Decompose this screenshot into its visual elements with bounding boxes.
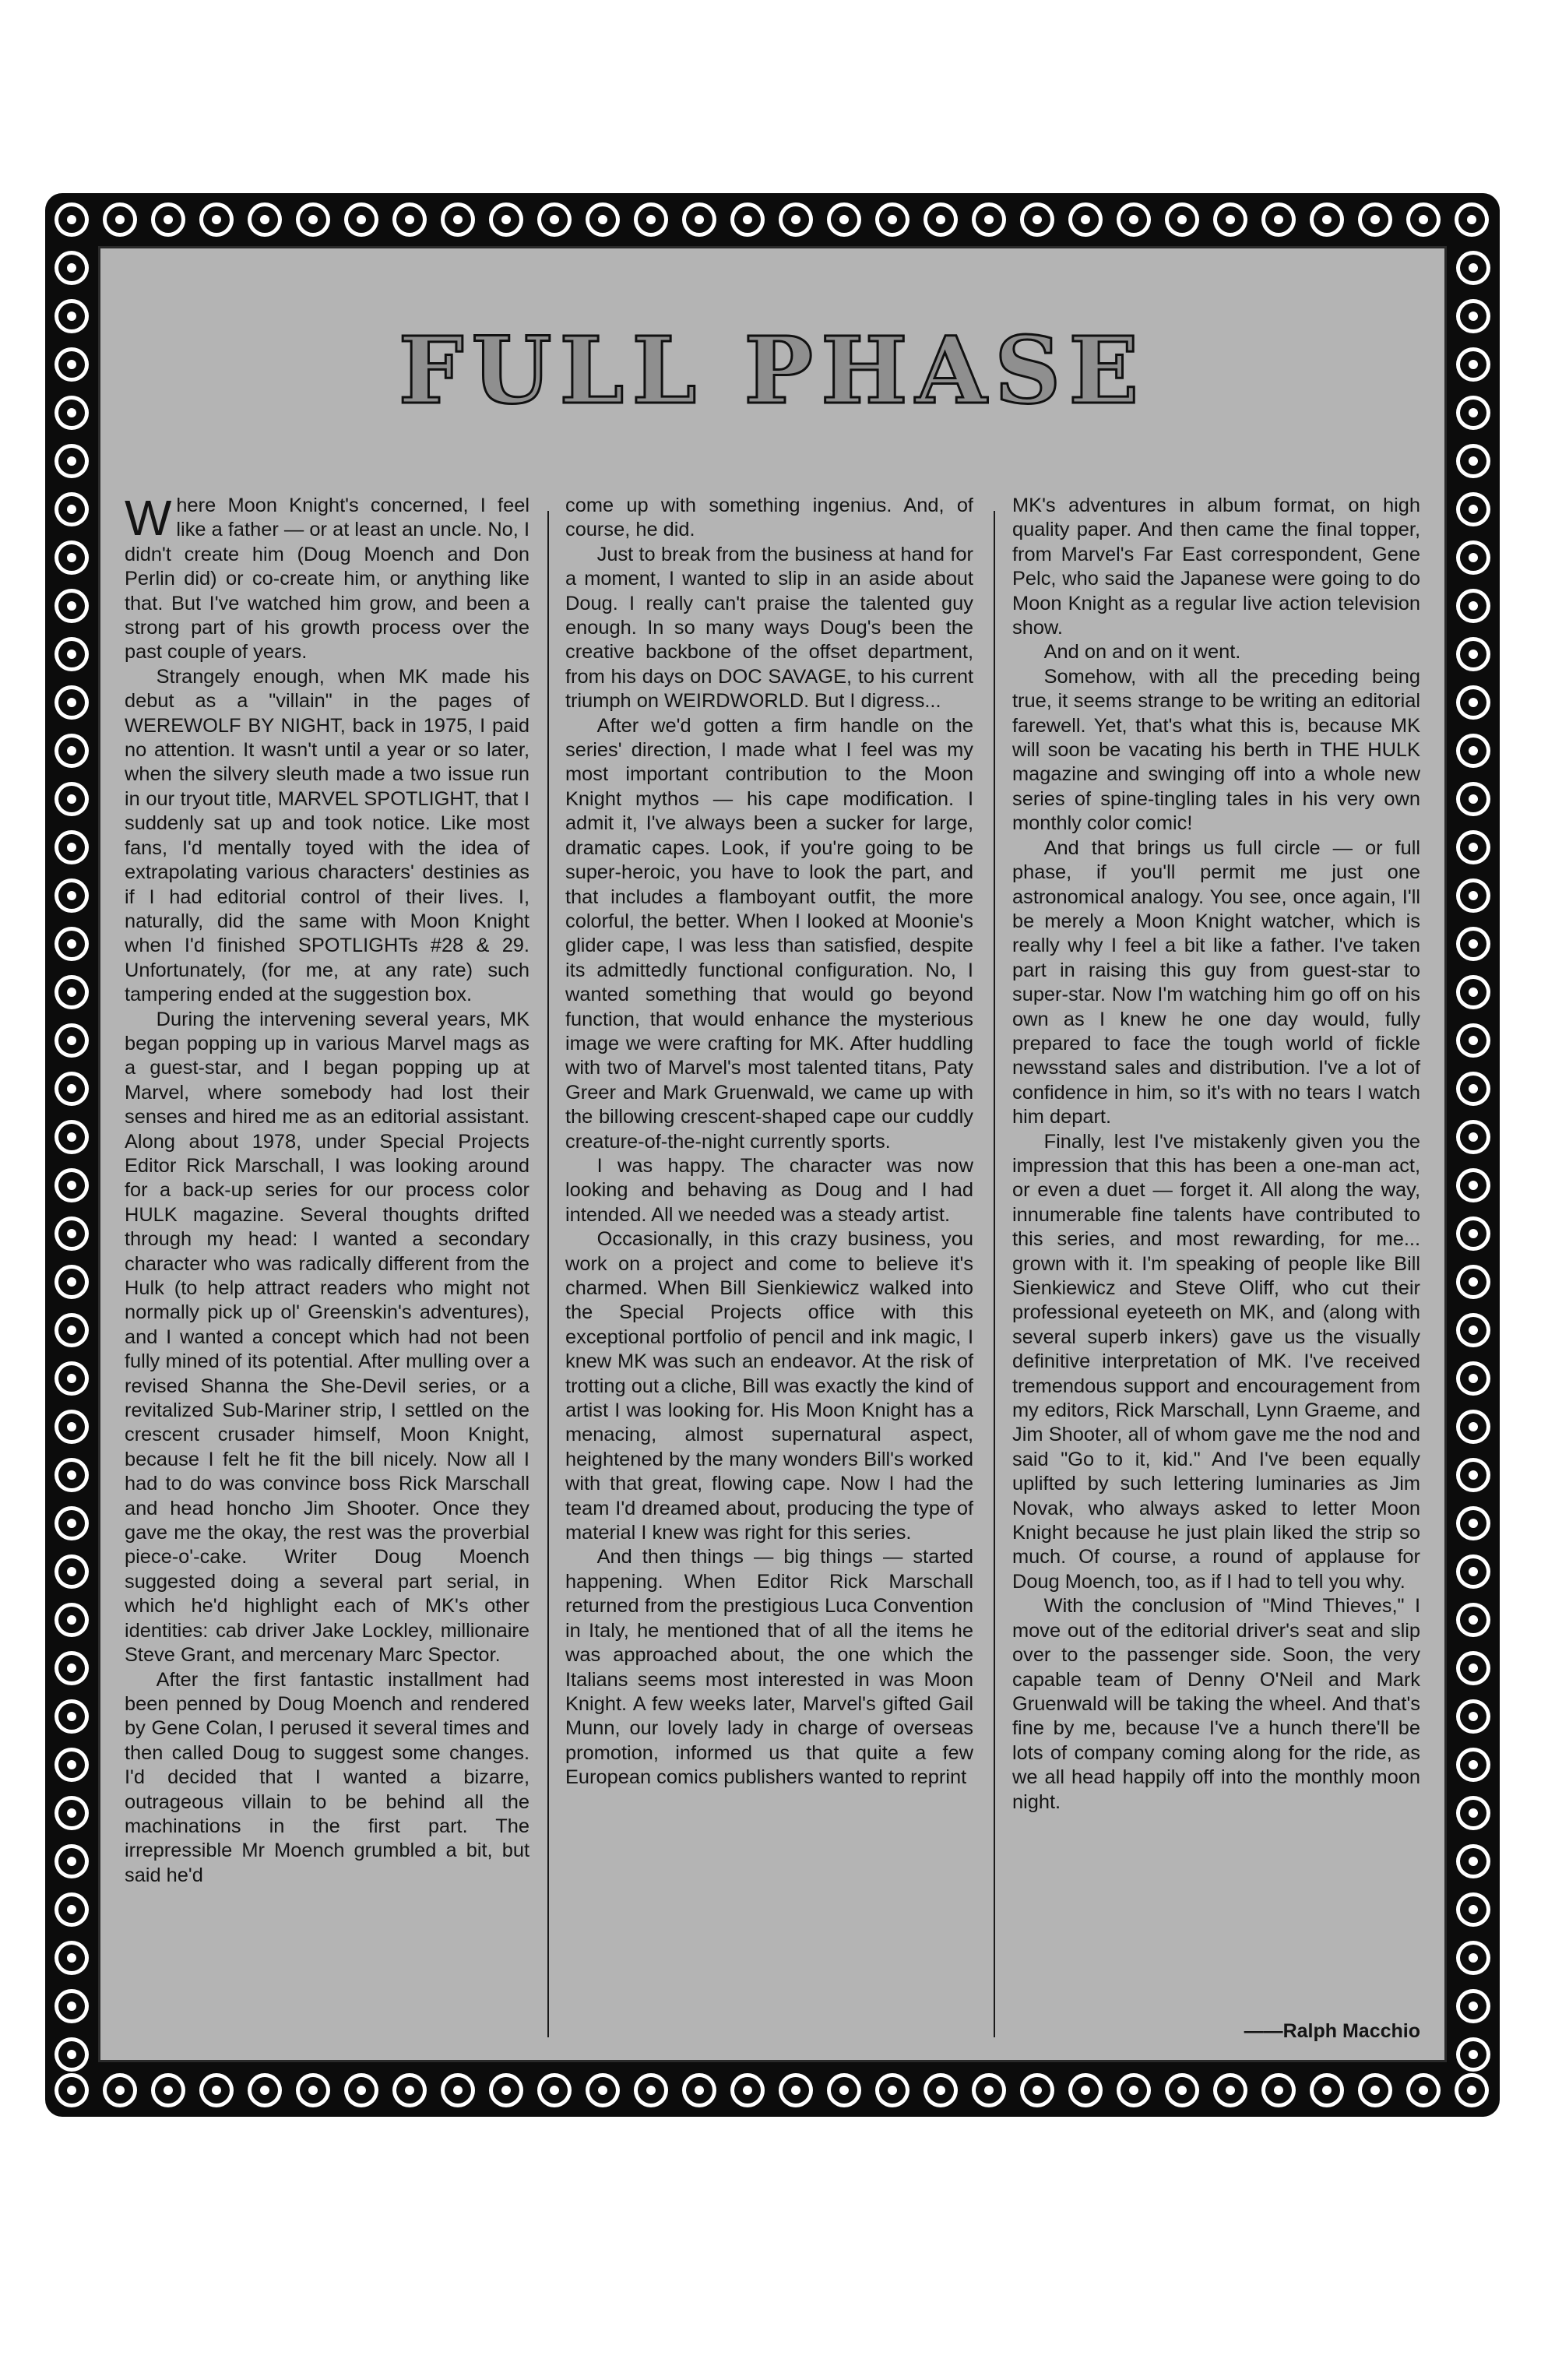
article-column-3 <box>1012 494 1420 1815</box>
article-paragraph: After we'd gotten a firm handle on the series' direction, I made what I feel was my most important contribution to the Moon Knight mythos — his cape modification. I admit it, I've always been a sucker for large, dramatic capes. Look, if you're going to be super-heroic, you have to look the part, and that includes a flamboyant outfit, the more colorful, the better. When I looked at Moonie's glider cape, I was less than satisfied, despite its admittedly functional configuration. No, I wanted something that would go beyond function, that would enhance the mysterious image we were crafting for MK. After huddling with two of Marvel's most talented titans, Paty Greer and Mark Gruenwald, we came up with the billowing crescent-shaped cape our cuddly creature-of-the-night currently sports. <box>565 714 973 1153</box>
article-paragraph: And on and on it went. <box>1043 641 1241 664</box>
article-column-2 <box>565 494 973 1790</box>
article-paragraph: And then things — big things — started happening. When Editor Rick Marschall returned from the prestigious Luca Convention in Italy, he mentioned that of all the items he was approached about, the one which the Italians seems most interested in was Moon Knight. A few weeks later, Marvel's gifted Gail Munn, our lovely lady in charge of overseas promotion, informed us that quite a few European comics publishers wanted to reprint <box>565 1546 973 1789</box>
article-column-1 <box>125 490 529 1888</box>
article-panel <box>98 246 1447 2062</box>
column-divider <box>994 511 995 2037</box>
article-paragraph: Finally, lest I've mistakenly given you the impression that this has been a one-man act, or even a duet — forget it. All along the way, innumerable fine talents have contributed to this series, and most rewarding, for me... grown with it. I'm speaking of people like Bill Sienkiewicz and Steve Oliff, who cut their professional eyeteeth on MK, and (along with several superb inkers) gave us the visually definitive interpretation of MK. I've received tremendous support and encouragement from my editors, Rick Marschall, Lynn Graeme, and Jim Shooter, all of whom gave me the nod and said "Go to it, kid." And I've been equally uplifted by such lettering luminaries as Jim Novak, who always asked to letter Moon Knight because he just plain liked the strip so much. Of course, a round of applause for Doug Moench, too, as if I had to tell you why. <box>1012 1130 1420 1593</box>
article-paragraph: Just to break from the business at hand for a moment, I wanted to slip in an aside about Doug. I really can't praise the talented guy enough. In so many ways Doug's been the creative backbone of the offset department, from his days on DOC SAVAGE, to his current triumph on WEIRDWORLD. But I digress... <box>565 543 973 713</box>
drop-cap: W <box>125 490 172 546</box>
article-paragraph: I was happy. The character was now looking and behaving as Doug and I had intended. All we needed was a steady artist. <box>565 1154 973 1226</box>
article-paragraph: Strangely enough, when MK made his debut as a "villain" in the pages of WEREWOLF BY NIGHT, back in 1975, I paid no attention. It wasn't until a year or so later, when the silvery sleuth made a two issue run in our tryout title, MARVEL SPOTLIGHT, that I suddenly sat up and took notice. Like most fans, I'd mentally toyed with the idea of extrapolating various characters' destinies as if I had editorial control of their lives. I, naturally, did the same with Moon Knight when I'd finished SPOTLIGHTs #28 & 29. Unfortunately, (for me, at any rate) such tampering ended at the suggestion box. <box>125 665 529 1006</box>
article-paragraph: MK's adventures in album format, on high quality paper. And then came the final topper, from Marvel's Far East correspondent, Gene Pelc, who said the Japanese were going to do Moon Knight as a regular live action television show. <box>1012 495 1420 639</box>
column-divider <box>547 511 549 2037</box>
article-paragraph: Somehow, with all the preceding being true, it seems strange to be writing an editorial farewell. Yet, that's what this is, because MK will soon be vacating his berth in THE HULK magazine and swinging off into a whole new series of spine-tingling tales in his very own monthly color comic! <box>1012 665 1420 835</box>
article-paragraph: After the first fantastic installment had been penned by Doug Moench and rendered by Gene Colan, I perused it several times and then called Doug to suggest some changes. I'd decided that I wanted a bizarre, outrageous villain to be behind all the machinations in the first part. The irrepressible Mr Moench grumbled a bit, but said he'd <box>125 1668 529 1886</box>
article-paragraph: Occasionally, in this crazy business, you work on a project and come to believe it's charmed. When Bill Sienkiewicz walked into the Special Projects office with this exceptional portfolio of pencil and ink magic, I knew MK was such an endeavor. At the risk of trotting out a cliche, Bill was exactly the kind of artist I was looking for. His Moon Knight has a menacing, almost supernatural aspect, heightened by the many wonders Bill's worked with that great, flowing cape. Now I had the team I'd dreamed about, producing the type of material I knew was right for this series. <box>565 1228 973 1544</box>
article-paragraph: During the intervening several years, MK began popping up in various Marvel mags as a guest-star, and I began popping up at Marvel, where somebody had lost their senses and hired me as an editorial assistant. Along about 1978, under Special Projects Editor Rick Marschall, I was looking around for a back-up series for our process color HULK magazine. Several thoughts drifted through my head: I wanted a secondary character who was radically different from the Hulk (to help attract readers who might not normally pick up ol' Greenskin's adventures), and I wanted a concept which had not been fully mined of its potential. After mulling over a revised Shanna the She-Devil series, or a revitalized Sub-Mariner strip, I settled on the crescent crusader himself, Moon Knight, because I felt he fit the bill nicely. Now all I had to do was convince boss Rick Marschall and head honcho Jim Shooter. Once they gave me the okay, the rest was the proverbial piece-o'-cake. Writer Doug Moench suggested doing a several part serial, in which he'd highlight each of MK's other identities: cab driver Jake Lockley, millionaire Steve Grant, and mercenary Marc Spector. <box>125 1008 529 1667</box>
article-paragraph: come up with something ingenius. And, of course, he did. <box>565 495 973 541</box>
article-paragraph: With the conclusion of "Mind Thieves," I move out of the editorial driver's seat and slip over to the passenger side. Soon, the very capable team of Denny O'Neil and Mark Gruenwald will be taking the wheel. And that's fine by me, because I've a hunch there'll be lots of company coming along for the ride, as we all head happily off into the monthly moon night. <box>1012 1595 1420 1813</box>
article-paragraph: And that brings us full circle — or full phase, if you'll permit me just one astronomical analogy. You see, once again, I'll be merely a Moon Knight watcher, which is really why I feel a bit like a father. I've taken part in raising this guy from guest-star to super-star. Now I'm watching him go off on his own as I knew he one day would, fully prepared to face the tough world of fickle newsstand sales and distribution. I've a lot of confidence in him, so it's with no tears I watch him depart. <box>1012 836 1420 1128</box>
article-paragraph: Where Moon Knight's concerned, I feel like a father — or at least an uncle. No, I didn't create him (Doug Moench and Don Perlin did) or co-create him, or anything like that. But I've watched him grow, and been a strong part of his growth process over the past couple of years. <box>125 490 529 664</box>
page-title: FULL PHASE <box>398 316 1147 424</box>
author-signature: ——Ralph Macchio <box>1244 2020 1420 2042</box>
